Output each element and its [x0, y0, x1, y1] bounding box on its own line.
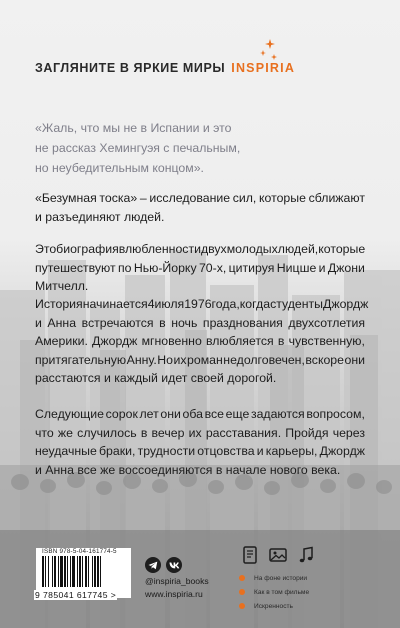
feature-item — [239, 571, 309, 585]
bullet-dot — [239, 575, 245, 581]
paragraph-line: История начинается 4 июля 1976 года, когда студенты Джордж — [35, 297, 369, 311]
paragraph-line: расстаются и каждый идет своей дорогой. — [35, 371, 277, 385]
paragraph-line: путешествуют по Нью-Йорку 70-х, цитируя Ницше и Джони — [35, 260, 365, 275]
paragraph-line: Следующие сорок лет они оба все еще задаются вопросом, — [35, 407, 365, 421]
music-icon — [296, 545, 316, 565]
book-icon — [240, 545, 260, 565]
barcode-icon — [42, 556, 126, 590]
paragraph-line: и разъединяют людей. — [35, 209, 165, 224]
feature-label: Искренность — [254, 602, 293, 610]
brand-name: INSPIRIA — [231, 61, 296, 75]
paragraph-line: «Безумная тоска» – исследование сил, которые сближают — [35, 191, 365, 205]
paragraph-line: притягательную Анну. Но их роман недолговечен, вскоре они — [35, 352, 365, 367]
instagram-handle[interactable]: @inspiria_books — [145, 576, 209, 586]
series-header — [35, 61, 295, 75]
feature-item — [239, 585, 309, 599]
isbn: ISBN 978-5-04-161774-5 — [42, 548, 117, 555]
feature-list — [239, 571, 309, 613]
epigraph-quote — [35, 118, 335, 178]
paragraph-line: Митчелл. — [35, 279, 89, 293]
image-icon — [268, 545, 288, 565]
paragraph-biography — [35, 240, 365, 296]
paragraph-intro — [35, 189, 365, 226]
feature-label: На фоне истории — [254, 574, 308, 582]
quote-line: но неубедительным концом». — [35, 161, 204, 175]
bullet-dot — [239, 589, 245, 595]
quote-line: не рассказ Хемингуэя с печальным, — [35, 141, 241, 155]
barcode-number: 9 785041 617745 > — [35, 590, 117, 600]
telegram-icon[interactable] — [145, 557, 161, 573]
paragraph-story — [35, 295, 369, 388]
paragraph-line: и Анна встречаются в ночь празднования двухсотлетия — [35, 315, 365, 330]
paragraph-line: неудачные браки, трудности отцовства и карьеры, Джордж — [35, 444, 365, 458]
paragraph-line: Это биография влюбленности двух молодых людей, которые — [35, 242, 366, 256]
paragraph-line: и Анна все же воссоединяются в начале нового века. — [35, 462, 341, 477]
feature-item — [239, 599, 309, 613]
feature-label: Как в том фильме — [254, 588, 310, 596]
series-tagline: ЗАГЛЯНИТЕ В ЯРКИЕ МИРЫ — [35, 61, 226, 75]
paragraph-line: что же случилось в вечер их расставания. Пройдя через — [35, 425, 365, 440]
website-link[interactable]: www.inspiria.ru — [145, 589, 203, 599]
sparkles-icon — [258, 38, 280, 64]
bullet-dot — [239, 603, 245, 609]
vk-icon[interactable] — [166, 557, 182, 573]
paragraph-reunion — [35, 405, 365, 479]
quote-line: «Жаль, что мы не в Испании и это — [35, 121, 232, 135]
paragraph-line: Америки. Джордж мгновенно влюбляется в чувственную, — [35, 334, 365, 348]
